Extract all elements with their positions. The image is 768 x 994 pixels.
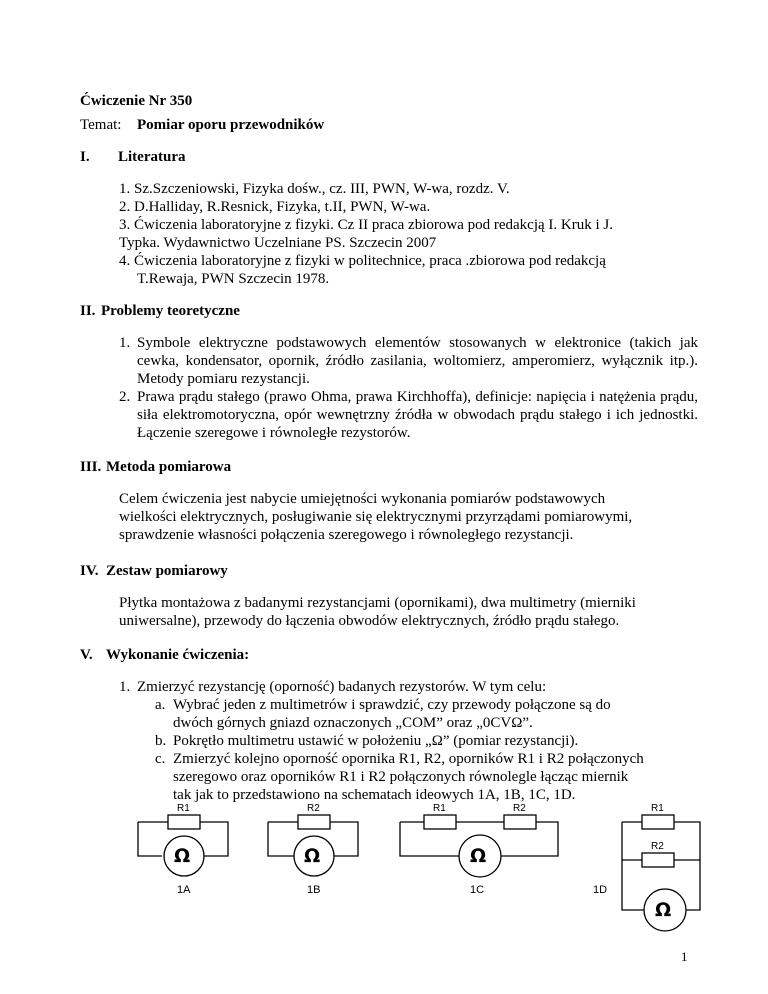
problem-2-text: Prawa prądu stałego (prawo Ohma, prawa Kirchhoffa), definicje: napięcia i natężenia prądu, siła elektromotoryczna, opór wewnętrzny źródła w obwodach prądu stałego i ich jednostki. Łączenie szeregowe i równoległe rezystorów.	[137, 389, 698, 441]
literature-item: T.Rewaja, PWN Szczecin 1978.	[137, 271, 330, 287]
ohmmeter-icon: Ω	[174, 845, 191, 867]
diagram-label-1b: 1B	[307, 884, 321, 896]
literature-item: 2. D.Halliday, R.Resnick, Fizyka, t.II, PWN, W-wa.	[119, 199, 431, 215]
diagram-label-1a: 1A	[177, 884, 191, 896]
section-1-number: I.	[80, 149, 90, 165]
resistor-r1-label: R1	[433, 803, 446, 814]
problem-1-number: 1.	[119, 335, 131, 351]
ohmmeter-icon: Ω	[470, 845, 487, 867]
step-c-line: Zmierzyć kolejno oporność opornika R1, R2, oporników R1 i R2 połączonych	[173, 751, 644, 767]
literature-item: Typka. Wydawnictwo Uczelniane PS. Szczecin 2007	[119, 235, 437, 251]
ohmmeter-icon: Ω	[304, 845, 321, 867]
step-c-line: tak jak to przedstawiono na schematach ideowych 1A, 1B, 1C, 1D.	[173, 787, 576, 803]
step-b-text: Pokrętło multimetru ustawić w położeniu „Ω” (pomiar rezystancji).	[173, 733, 579, 749]
page-number: 1	[681, 949, 688, 964]
section-5-number: V.	[80, 647, 93, 663]
method-text: Celem ćwiczenia jest nabycie umiejętności wykonania pomiarów podstawowych wielkości elektrycznych, posługiwanie się elektrycznymi przyrządami pomiarowymi, sprawdzenie własności połączenia szeregowego i równoległego rezystancji.	[119, 491, 633, 543]
resistor-r1-label: R1	[177, 803, 190, 814]
diagram-label-1c: 1C	[470, 884, 485, 896]
resistor-r2-label: R2	[307, 803, 320, 814]
problem-1-text: Symbole elektryczne podstawowych elementów stosowanych w elektronice (takich jak cewka, kondensator, opornik, źródło zasilania, woltomierz, amperomierz, wyłącznik itp.). Metody pomiaru rezystancji.	[137, 335, 698, 387]
section-2-number: II.	[80, 303, 96, 319]
resistor-r1-label: R1	[651, 803, 664, 814]
step-1-number: 1.	[119, 679, 131, 695]
section-1-title: Literatura	[118, 149, 186, 165]
equipment-text: Płytka montażowa z badanymi rezystancjami (opornikami), dwa multimetry (mierniki uniwersalne), przewody do łączenia obwodów elektrycznych, źródło prądu stałego.	[119, 595, 636, 629]
topic-label: Temat:	[80, 117, 122, 133]
diagram-label-1d: 1D	[593, 884, 608, 896]
step-c-letter: c.	[155, 751, 166, 767]
step-b-letter: b.	[155, 733, 167, 749]
section-5-title: Wykonanie ćwiczenia:	[106, 647, 250, 663]
ohmmeter-icon: Ω	[655, 899, 672, 921]
resistor-r2-label: R2	[651, 841, 664, 852]
section-3-number: III.	[80, 459, 102, 475]
section-4-number: IV.	[80, 563, 99, 579]
section-2-title: Problemy teoretyczne	[101, 303, 240, 319]
step-a-line: Wybrać jeden z multimetrów i sprawdzić, czy przewody połączone są do	[173, 697, 611, 713]
problem-2-number: 2.	[119, 389, 131, 405]
literature-item: 1. Sz.Szczeniowski, Fizyka dośw., cz. III, PWN, W-wa, rozdz. V.	[119, 181, 510, 197]
step-1-text: Zmierzyć rezystancję (oporność) badanych rezystorów. W tym celu:	[137, 679, 547, 695]
literature-item: 4. Ćwiczenia laboratoryjne z fizyki w politechnice, praca .zbiorowa pod redakcją	[119, 253, 606, 269]
resistor-r2-label: R2	[513, 803, 526, 814]
step-a-letter: a.	[155, 697, 166, 713]
literature-item: 3. Ćwiczenia laboratoryjne z fizyki. Cz II praca zbiorowa pod redakcją I. Kruk i J.	[119, 217, 613, 233]
topic-title: Pomiar oporu przewodników	[137, 117, 325, 133]
section-4-title: Zestaw pomiarowy	[106, 563, 228, 579]
step-a-line: dwóch górnych gniazd oznaczonych „COM” oraz „0CVΩ”.	[173, 715, 533, 731]
section-3-title: Metoda pomiarowa	[106, 459, 232, 475]
step-c-line: szeregowo oraz oporników R1 i R2 połączonych równolegle łącząc miernik	[173, 769, 629, 785]
exercise-title: Ćwiczenie Nr 350	[80, 93, 193, 109]
